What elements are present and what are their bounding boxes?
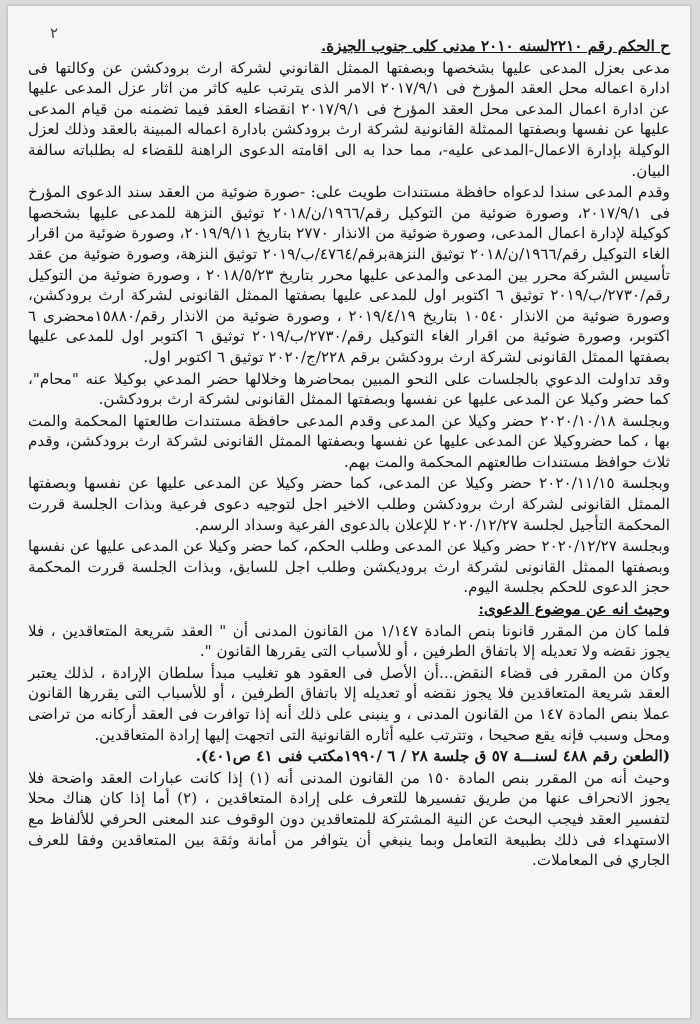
paragraph-session-oct: وبجلسة ٢٠٢٠/١٠/١٨ حضر وكيلا عن المدعى وقدم المدعى حافظة مستندات طالعتها المحكمة والمت بها ، كما حضروكيلا عن المدعى عليها عن نفسها وبصفتها الممثل القانونى لشركة ارث برودكشن، وقدم ثلاث حوافظ مستندات طالعتهم المحكمة والمت بهم. — [28, 411, 670, 471]
document-title: ح الحكم رقم ٢٢١٠لسنه ٢٠١٠ مدنى كلى جنوب الجيزة. — [320, 37, 670, 55]
appeal-citation: (الطعن رقم ٤٨٨ لسنـــة ٥٧ ق جلسة ٢٨ / ٦ /١٩٩٠مكتب فنى ٤١ ص٤٠١). — [195, 747, 670, 766]
paragraph-law-147: فلما كان من المقرر قانونا بنص المادة ١/١٤٧ من القانون المدنى أن " العقد شريعة المتعاقدين ، فلا يجوز نقضه ولا تعديله إلا باتفاق الطرفين ، أو للأسباب التى يقررها القانون ". — [28, 621, 670, 661]
paragraph-sessions: وقد تداولت الدعوي بالجلسات على النحو المبين بمحاضرها وخلالها حضر المدعي بوكيلا عنه "محام"، كما حضر وكيلا عن المدعى عليها عن نفسها وبصفتها الممثل القانونى لشركة ارث برودكشن. — [28, 369, 670, 409]
paragraph-cassation: وكان من المقرر فى قضاء النقض...أن الأصل فى العقود هو تغليب مبدأ سلطان الإرادة ، لذلك يعتبر العقد شريعة المتعاقدين فلا يجوز نقضه أو تعديله إلا باتفاق الطرفين ، أو للأسباب التى يقررها القانون عملا بنص المادة ١٤٧ من القانون المدنى ، و ينبنى على ذلك أنه إذا توافرت فى العقد أركانه من تراضى ومحل وسبب فإنه يقع صحيحا ، وتترتب عليه أثاره القانونية التى اتجهت إليها إرادة المتعاقدين. — [28, 663, 671, 744]
paragraph-session-dec: وبجلسة ٢٠٢٠/١٢/٢٧ حضر وكيلا عن المدعى وطلب الحكم، كما حضر وكيلا عن المدعى عليها عن نفسها وبصفتها الممثل القانونى لشركة ارث بروديكشن وطلب اجل للسابق، وبذات الجلسة قررت المحكمة حجز الدعوى للحكم بجلسة اليوم. — [28, 537, 670, 597]
document-page — [8, 6, 690, 1018]
paragraph-law-150: وحيث أنه من المقرر بنص المادة ١٥٠ من القانون المدنى أنه (١) إذا كانت عبارات العقد واضحة فلا يجوز الانحراف عنها من طريق تفسيرها للتعرف على إرادة المتعاقدين ، (٢) أما إذا كان هناك محلا لتفسير العقد فيجب البحث عن النية المشتركة للمتعاقدين دون الوقوف عند المعنى الحرفي للألفاظ مع الاستهداء فى ذلك بطبيعة التعامل وبما ينبغي أن يتوافر من أمانة وثقة بين المتعاقدين وفقا للعرف الجاري فى المعاملات. — [28, 768, 671, 870]
paragraph-session-nov: وبجلسة ٢٠٢٠/١١/١٥ حضر وكيلا عن المدعى، كما حضر وكيلا عن المدعى عليها عن نفسها وبصفتها الممثل القانونى لشركة ارث برودكشن وطلب الاخير اجل لتوجيه دعوى فرعية وبذات الجلسة قررت المحكمة التأجيل لجلسة ٢٠٢٠/١٢/٢٧ للإعلان بالدعوى الفرعية وسداد الرسم. — [28, 474, 670, 534]
paragraph-documents: وقدم المدعى سندا لدعواه حافظة مستندات طويت على: -صورة ضوئية من العقد سند الدعوى المؤرخ فى ٢٠١٧/٩/١، وصورة ضوئية من التوكيل رقم/١٩٦٦/ن/٢٠١٨ توثيق النزهة للمدعى عليها بشخصها كوكيلة لإدارة اعمال المدعى، وصورة ضوئية من الانذار ٢٧٧٠ بتاريخ ٢٠١٩/٩/١١، وصورة ضوئية من اقرار الغاء التوكيل رقم/١٩٦٦/ن/٢٠١٨ توثيق النزهةبرقم/٤٧٦٤/ب/٢٠١٩ توثيق النزهة، وصورة ضوئية من عقد تأسيس الشركة محرر بين المدعى والمدعى عليها محرر بتاريخ ٢٠١٨/٥/٢٣ ، وصورة ضوئية من التوكيل رقم/٢٧٣٠/ب/٢٠١٩ توثيق ٦ اكتوبر اول للمدعى عليها بصفتها الممثل القانونى لشركة ارث برودكشن، وصورة ضوئية من الانذار ١٠٥٤٠ بتاريخ ٢٠١٩/٤/١٩ ، وصورة ضوئية من الانذار رقم/١٥٨٨٠محضرى ٦ اكتوبر، وصورة ضوئية من اقرار الغاء التوكيل رقم/٢٧٣٠/ب/٢٠١٩ توثيق ٦ اكتوبر اول للمدعى عليها بصفتها الممثل القانونى لشركة ارث برودكشن برقم ٢٢٨/ج/٢٠٢٠ توثيق ٦ اكتوبر اول. — [28, 183, 670, 366]
section-heading: وحيث انه عن موضوع الدعوى: — [478, 600, 670, 619]
paragraph-claim: مدعى بعزل المدعى عليها بشخصها وبصفتها الممثل القانوني لشركة ارث برودكشن عن وكالتها فى ادارة اعماله محل العقد المؤرخ فى ٢٠١٧/٩/١ الامر الذى يترتب عليه كاثر من اثار عزل المدعى عليها عن ادارة اعمال المدعى محل العقد المؤرخ فى ٢٠١٧/٩/١ انقضاء العقد فيما تضمنه من قيام المدعى عليها عن نفسها وبصفتها الممثلة القانونية لشركة ارث برودكشن بادارة اعماله المبينة بالعقد وذلك لعزل الوكيلة بإدارة الاعمال-المدعى عليه-، مما حدا به الى اقامته الدعوى الراهنة للقضاء له بطلباته سالفة البيان. — [28, 58, 670, 180]
page-number: ٢ — [50, 24, 59, 42]
document-body — [28, 36, 670, 1010]
